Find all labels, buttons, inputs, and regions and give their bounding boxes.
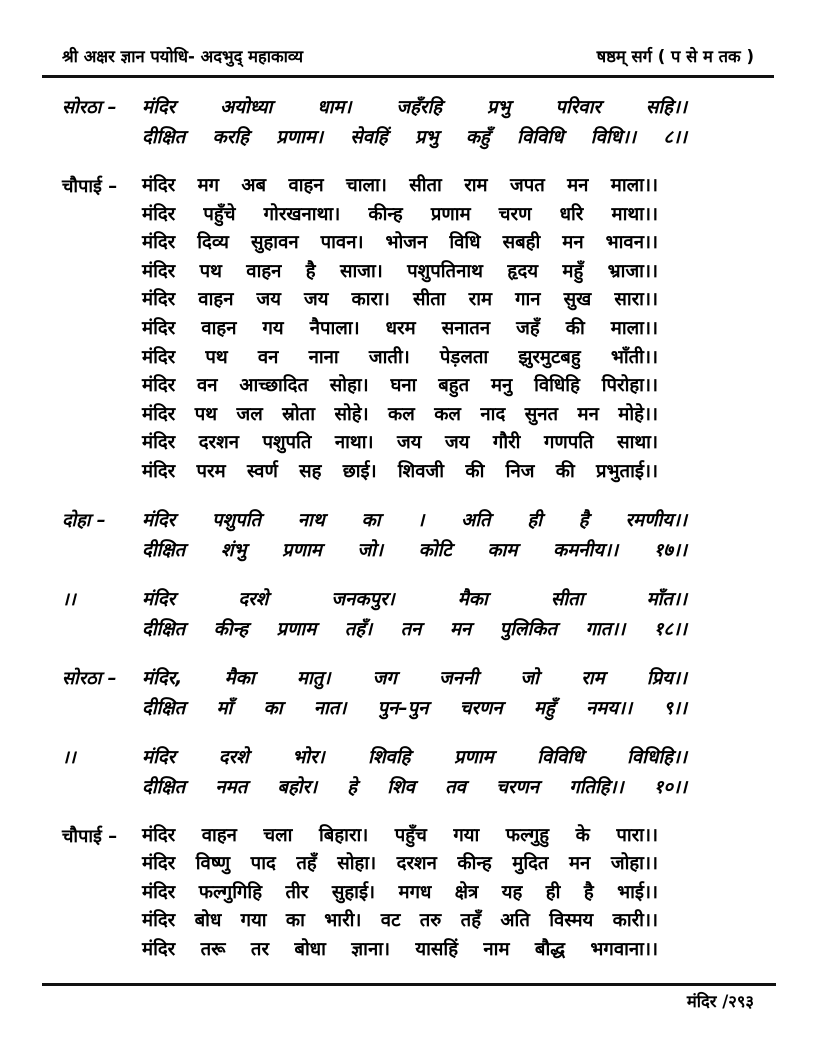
verse-line: मंदिर पहुँचे गोरखनाथा। कीन्ह प्रणाम चरण धरि माथा।।	[142, 203, 658, 225]
verse-body	[62, 93, 754, 965]
verse-lines	[142, 822, 658, 965]
verse-label: ।।	[62, 746, 76, 768]
verse-label: चौपाई –	[62, 825, 118, 847]
header-title-left: श्री अक्षर ज्ञान पयोधि- अदभुद् महाकाव्य	[62, 47, 304, 66]
verse-block	[62, 506, 754, 566]
verse-line: मंदिर दरशे जनकपुर। मैका सीता माँत।।	[142, 588, 687, 610]
verse-line: दीक्षित कीन्ह प्रणाम तहँ। तन मन पुलिकित गात।। १८।।	[142, 618, 687, 640]
verse-lines	[142, 93, 687, 153]
verse-line: मंदिर वन आच्छादित सोहा। घना बहुत मनु विधिहि पिरोहा।।	[142, 375, 658, 397]
verse-label: सोरठा –	[62, 667, 117, 689]
verse-block	[62, 822, 754, 965]
verse-block	[62, 93, 754, 153]
verse-line: मंदिर, मैका मातु। जग जननी जो राम प्रिय।।	[142, 667, 687, 689]
verse-line: मंदिर विष्णु पाद तहँ सोहा। दरशन कीन्ह मुदित मन जोहा।।	[142, 853, 658, 875]
verse-label: चौपाई –	[62, 176, 118, 197]
verse-label: ।।	[62, 588, 76, 610]
verse-line: दीक्षित करहि प्रणाम। सेवहिं प्रभु कहुँ विविधि विधि।। ८।।	[142, 127, 687, 148]
verse-block	[62, 585, 754, 645]
verse-line: मंदिर फल्गुगिहि तीर सुहाई। मगध क्षेत्र यह ही है भाई।।	[142, 881, 658, 903]
header-rule	[42, 75, 774, 78]
verse-line: मंदिर मग अब वाहन चाला। सीता राम जपत मन माला।।	[142, 175, 658, 196]
verse-label: सोरठा –	[62, 97, 117, 118]
verse-line: मंदिर वाहन गय नैपाला। धरम सनातन जहँ की माला।।	[142, 317, 658, 339]
verse-block	[62, 664, 754, 724]
verse-line: मंदिर पथ वाहन है साजा। पशुपतिनाथ हृदय महुँ भ्राजा।।	[142, 260, 658, 282]
verse-block	[62, 743, 754, 803]
header-title-right: षष्ठम् सर्ग ( प से म तक )	[596, 47, 754, 66]
verse-line: दीक्षित माँ का नात। पुन–पुन चरणन महुँ नमय।। ९।।	[142, 697, 687, 719]
verse-line: दीक्षित नमत बहोर। हे शिव तव चरणन गतिहि।। १०।।	[142, 776, 687, 798]
verse-lines	[142, 585, 687, 645]
verse-line: मंदिर परम स्वर्ण सह छाई। शिवजी की निज की प्रभुताई।।	[142, 460, 658, 482]
verse-lines	[142, 743, 687, 803]
page-header	[62, 46, 754, 68]
verse-line: मंदिर अयोध्या धाम। जहँरहि प्रभु परिवार सहि।।	[142, 97, 687, 118]
verse-line: मंदिर पशुपति नाथ का । अति ही है रमणीय।।	[142, 509, 687, 531]
verse-line: दीक्षित शंभु प्रणाम जो। कोटि काम कमनीय।। १७।।	[142, 539, 687, 561]
verse-line: मंदिर वाहन जय जय कारा। सीता राम गान सुख सारा।।	[142, 289, 658, 311]
verse-label: दोहा –	[62, 509, 106, 531]
verse-line: मंदिर तरू तर बोधा ज्ञाना। यासहिं नाम बौद्ध भगवाना।।	[142, 938, 658, 960]
page-footer	[687, 989, 754, 1012]
footer-rule	[42, 983, 776, 986]
verse-block	[62, 172, 754, 487]
verse-line: मंदिर दिव्य सुहावन पावन। भोजन विधि सबही मन भावन।।	[142, 232, 658, 254]
verse-line: मंदिर वाहन चला बिहारा। पहुँच गया फल्गुहु के पारा।।	[142, 824, 658, 846]
page-number: मंदिर /२९३	[686, 992, 754, 1011]
verse-lines	[142, 506, 687, 566]
verse-lines	[142, 172, 658, 487]
verse-line: मंदिर दरशन पशुपति नाथा। जय जय गौरी गणपति साथा।	[142, 432, 658, 454]
verse-line: मंदिर बोध गया का भारी। वट तरु तहँ अति विस्मय कारी।।	[142, 910, 658, 932]
verse-lines	[142, 664, 687, 724]
verse-line: मंदिर पथ वन नाना जाती। पेड़लता झुरमुटबहु भाँती।।	[142, 346, 658, 368]
verse-line: मंदिर दरशे भोर। शिवहि प्रणाम विविधि विधिहि।।	[142, 746, 687, 768]
verse-line: मंदिर पथ जल स्रोता सोहे। कल कल नाद सुनत मन मोहे।।	[142, 403, 658, 425]
